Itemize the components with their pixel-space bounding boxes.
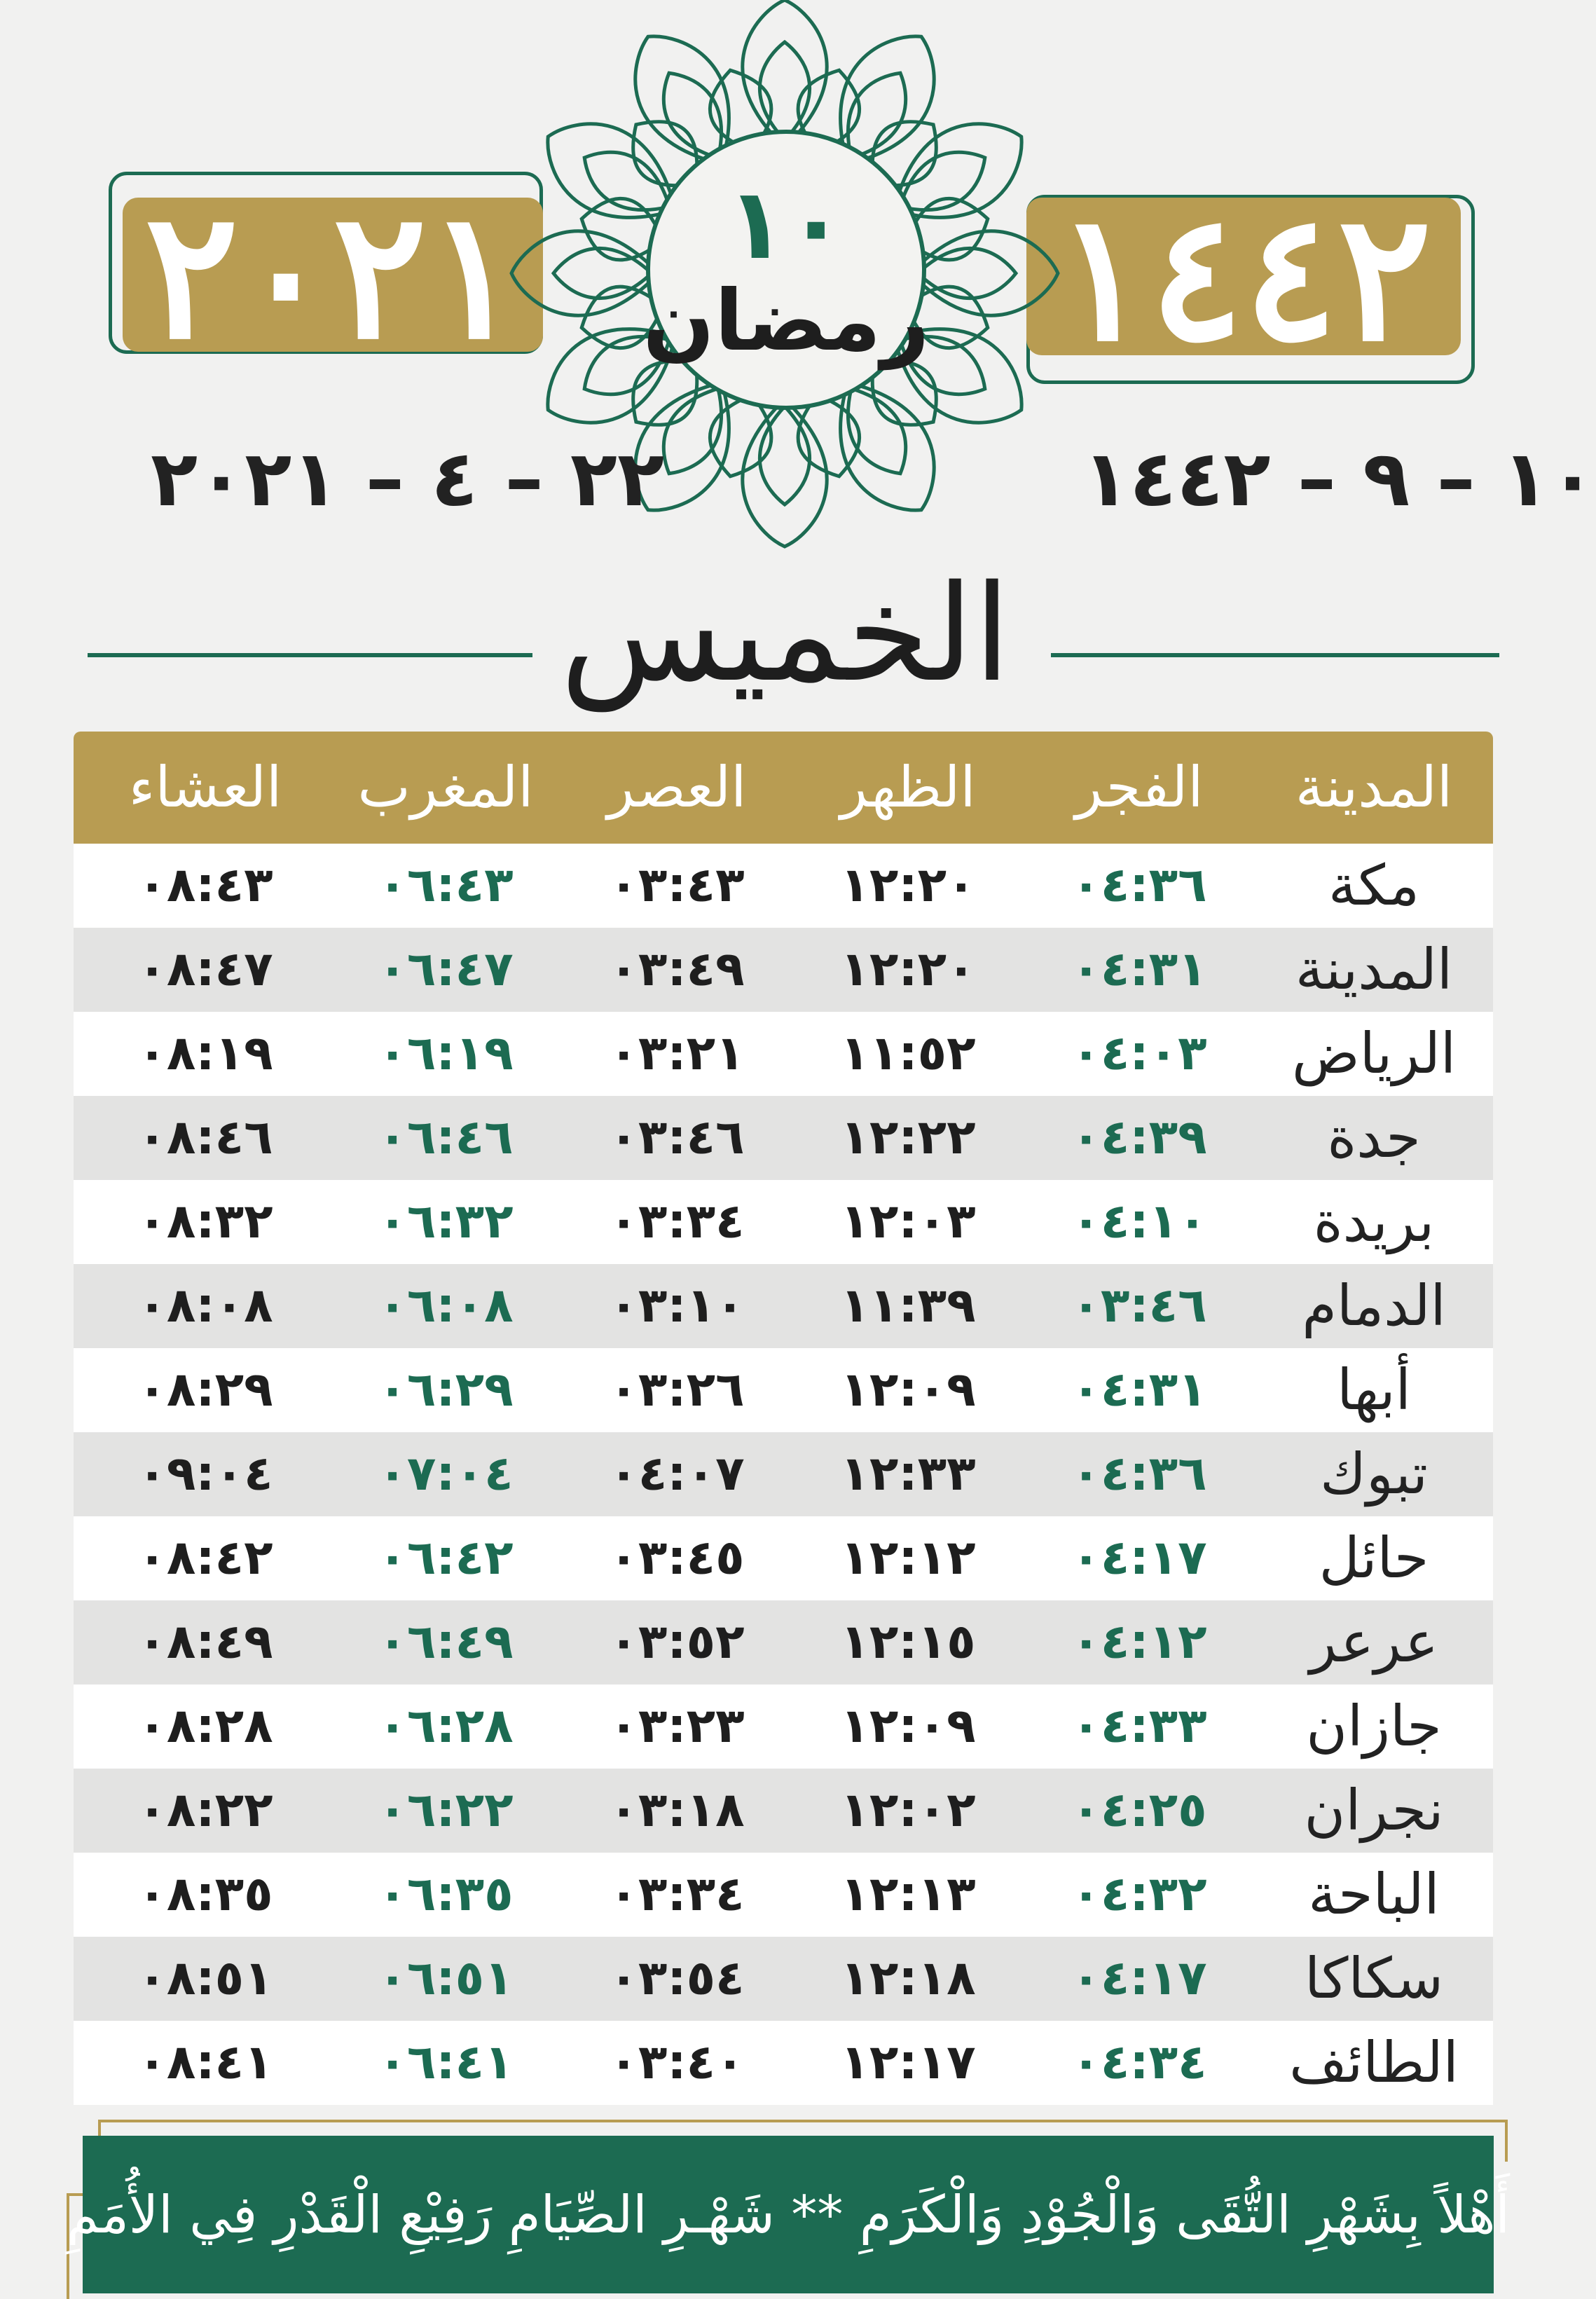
table-row (74, 1600, 1493, 1684)
cell-isha: ٠٨:٤٧ (137, 942, 273, 997)
cell-city: تبوك (1320, 1441, 1428, 1507)
table-row (74, 2021, 1493, 2105)
cell-isha: ٠٨:٤٩ (137, 1614, 273, 1670)
cell-maghrib: ٠٦:٢٨ (378, 1698, 514, 1754)
cell-fajr: ٠٤:٣٦ (1071, 1446, 1207, 1502)
hijri-date: ١٠ – ٩ – ١٤٤٢ (1082, 434, 1596, 523)
cell-dhuhr: ١١:٥٢ (840, 1026, 976, 1081)
cell-dhuhr: ١٢:١٨ (840, 1951, 976, 2006)
cell-asr: ٠٣:٥٢ (609, 1614, 745, 1670)
ramadan-day-badge (642, 130, 930, 410)
header-asr: العصر (607, 755, 747, 820)
cell-city: بريدة (1313, 1189, 1435, 1254)
cell-city: المدينة (1295, 937, 1453, 1002)
cell-dhuhr: ١٢:٢٢ (840, 1110, 976, 1165)
cell-isha: ٠٨:٢٨ (137, 1698, 273, 1754)
table-row (74, 1516, 1493, 1600)
cell-city: جازان (1306, 1694, 1442, 1759)
cell-fajr: ٠٤:٣٩ (1071, 1110, 1207, 1165)
cell-maghrib: ٠٧:٠٤ (378, 1446, 514, 1502)
header-fajr: الفجر (1075, 755, 1204, 820)
table-row (74, 1180, 1493, 1264)
cell-maghrib: ٠٦:٢٢ (378, 1783, 514, 1838)
cell-fajr: ٠٤:٣٣ (1071, 1698, 1207, 1754)
cell-dhuhr: ١٢:٠٩ (840, 1698, 976, 1754)
cell-maghrib: ٠٦:٣٢ (378, 1194, 514, 1249)
cell-city: الرياض (1291, 1021, 1457, 1086)
table-row (74, 844, 1493, 928)
cell-maghrib: ٠٦:٣٥ (378, 1867, 514, 1922)
cell-maghrib: ٠٦:١٩ (378, 1026, 514, 1081)
cell-dhuhr: ١٢:١٥ (840, 1614, 976, 1670)
cell-maghrib: ٠٦:٠٨ (378, 1278, 514, 1333)
table-row (74, 1937, 1493, 2021)
cell-dhuhr: ١٢:٢٠ (840, 942, 976, 997)
table-row (74, 1012, 1493, 1096)
cell-dhuhr: ١٢:١٣ (840, 1867, 976, 1922)
cell-fajr: ٠٣:٤٦ (1071, 1278, 1207, 1333)
cell-dhuhr: ١٢:١٢ (840, 1530, 976, 1586)
hijri-year-band (1026, 173, 1461, 380)
cell-city: جدة (1327, 1105, 1421, 1170)
cell-fajr: ٠٤:١٧ (1071, 1951, 1207, 2006)
cell-isha: ٠٨:١٩ (137, 1026, 273, 1081)
cell-fajr: ٠٤:٠٣ (1071, 1026, 1207, 1081)
cell-asr: ٠٣:٥٤ (609, 1951, 745, 2006)
cell-asr: ٠٣:٣٤ (609, 1194, 745, 1249)
gregorian-date: ٢٢ – ٤ – ٢٠٢١ (151, 434, 665, 523)
cell-asr: ٠٣:٢٦ (609, 1362, 745, 1418)
table-row (74, 1769, 1493, 1853)
cell-maghrib: ٠٦:٤٢ (378, 1530, 514, 1586)
table-body (74, 844, 1493, 2105)
day-title: الخميس (560, 556, 1011, 711)
header-isha: العشاء (128, 755, 282, 820)
cell-fajr: ٠٤:٣٢ (1071, 1867, 1207, 1922)
cell-city: الدمام (1302, 1273, 1446, 1338)
cell-fajr: ٠٤:١٢ (1071, 1614, 1207, 1670)
cell-isha: ٠٨:٤٦ (137, 1110, 273, 1165)
cell-maghrib: ٠٦:٥١ (378, 1951, 514, 2006)
cell-asr: ٠٣:١٨ (609, 1783, 745, 1838)
ornament-petal (911, 231, 1058, 315)
cell-isha: ٠٨:٠٨ (137, 1278, 273, 1333)
header-dhuhr: الظهر (840, 755, 976, 820)
cell-asr: ٠٣:٤٩ (609, 942, 745, 997)
cell-city: سكاكا (1304, 1946, 1444, 2011)
cell-isha: ٠٨:٢٩ (137, 1362, 273, 1418)
ramadan-word: رمضان (642, 273, 930, 370)
footer-banner (67, 2136, 1510, 2293)
ornament-petal (743, 0, 827, 147)
cell-dhuhr: ١٢:٣٣ (840, 1446, 976, 1502)
cell-fajr: ٠٤:٣٤ (1071, 2035, 1207, 2090)
cell-city: الباحة (1308, 1862, 1440, 1927)
cell-isha: ٠٩:٠٤ (137, 1446, 273, 1502)
cell-isha: ٠٨:٤٢ (137, 1530, 273, 1586)
cell-fajr: ٠٤:٢٥ (1071, 1783, 1207, 1838)
footer-verse: أَهْلاً بِشَهْرِ التُّقَى وَالْجُوْدِ وَالْكَرَمِ ** شَهْـرِ الصِّيَامِ رَفِيْعِ الْقَدْرِ فِي الأُمَمِ (67, 2184, 1510, 2245)
cell-city: نجران (1304, 1778, 1444, 1843)
cell-dhuhr: ١٢:٠٩ (840, 1362, 976, 1418)
cell-asr: ٠٣:٢١ (609, 1026, 745, 1081)
header-maghrib: المغرب (357, 755, 534, 820)
gregorian-year: ٢٠٢١ (144, 172, 521, 378)
cell-asr: ٠٣:٤٠ (609, 2035, 745, 2090)
table-row (74, 1096, 1493, 1180)
cell-asr: ٠٣:٣٤ (609, 1867, 745, 1922)
cell-city: مكة (1328, 853, 1419, 918)
cell-asr: ٠٣:٤٣ (609, 858, 745, 913)
table-row (74, 1348, 1493, 1432)
cell-city: عرعر (1309, 1610, 1438, 1675)
table-row (74, 928, 1493, 1012)
table-row (74, 1264, 1493, 1348)
cell-isha: ٠٨:٤٣ (137, 858, 273, 913)
ramadan-day-number: ١٠ (726, 167, 846, 282)
cell-maghrib: ٠٦:٤٦ (378, 1110, 514, 1165)
cell-maghrib: ٠٦:٤٣ (378, 858, 514, 913)
table-header (74, 732, 1493, 844)
cell-isha: ٠٨:٥١ (137, 1951, 273, 2006)
cell-dhuhr: ١٢:٠٢ (840, 1783, 976, 1838)
header-city: المدينة (1295, 755, 1453, 820)
gregorian-year-band (123, 172, 543, 378)
prayer-times-table (74, 732, 1493, 2105)
cell-dhuhr: ١٢:١٧ (840, 2035, 976, 2090)
cell-isha: ٠٨:٢٢ (137, 1783, 273, 1838)
cell-isha: ٠٨:٤١ (137, 2035, 273, 2090)
cell-dhuhr: ١٢:٠٣ (840, 1194, 976, 1249)
cell-fajr: ٠٤:٣١ (1071, 942, 1207, 997)
hijri-year: ١٤٤٢ (1055, 173, 1432, 380)
cell-fajr: ٠٤:٣٦ (1071, 858, 1207, 913)
cell-city: حائل (1319, 1525, 1429, 1591)
cell-asr: ٠٣:٤٥ (609, 1530, 745, 1586)
ornament-petal (743, 399, 827, 547)
cell-fajr: ٠٤:١٠ (1071, 1194, 1207, 1249)
cell-fajr: ٠٤:١٧ (1071, 1530, 1207, 1586)
cell-isha: ٠٨:٣٢ (137, 1194, 273, 1249)
cell-maghrib: ٠٦:٤١ (378, 2035, 514, 2090)
table-row (74, 1684, 1493, 1769)
cell-asr: ٠٣:١٠ (609, 1278, 745, 1333)
cell-asr: ٠٣:٤٦ (609, 1110, 745, 1165)
table-row (74, 1853, 1493, 1937)
cell-maghrib: ٠٦:٤٩ (378, 1614, 514, 1670)
table-row (74, 1432, 1493, 1516)
cell-isha: ٠٨:٣٥ (137, 1867, 273, 1922)
cell-city: الطائف (1289, 2030, 1459, 2095)
cell-asr: ٠٣:٢٣ (609, 1698, 745, 1754)
cell-asr: ٠٤:٠٧ (609, 1446, 745, 1502)
cell-maghrib: ٠٦:٤٧ (378, 942, 514, 997)
cell-fajr: ٠٤:٣١ (1071, 1362, 1207, 1418)
cell-dhuhr: ١٢:٢٠ (840, 858, 976, 913)
cell-maghrib: ٠٦:٢٩ (378, 1362, 514, 1418)
cell-dhuhr: ١١:٣٩ (840, 1278, 976, 1333)
cell-city: أبها (1337, 1357, 1411, 1422)
ornament-petal (511, 231, 659, 315)
